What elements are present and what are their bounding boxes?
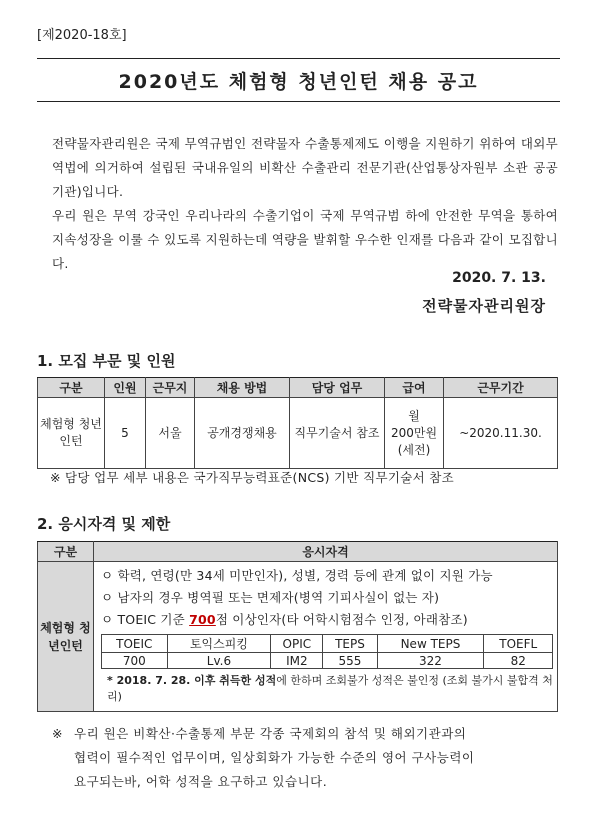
cell-category: 체험형 청년인턴 xyxy=(38,398,105,469)
test-name: 토익스피킹 xyxy=(167,635,271,653)
header-qualification: 응시자격 xyxy=(94,542,558,562)
score-test-row xyxy=(102,635,553,653)
header-method: 채용 방법 xyxy=(195,378,290,398)
test-score: 82 xyxy=(484,653,553,669)
header-period: 근무기간 xyxy=(444,378,558,398)
header-salary: 급여 xyxy=(385,378,444,398)
test-name: New TEPS xyxy=(377,635,484,653)
document-number: [제2020-18호] xyxy=(37,28,127,43)
closing-note xyxy=(52,722,562,794)
cell-method: 공개경쟁채용 xyxy=(195,398,290,469)
issuer-signature: 전략물자관리원장 xyxy=(422,297,546,315)
score-value-row xyxy=(102,653,553,669)
language-score-table xyxy=(101,634,553,669)
header-location: 근무지 xyxy=(146,378,195,398)
announcement-date: 2020. 7. 13. xyxy=(452,270,546,286)
closing-note-text: 우리 원은 비확산·수출통제 부문 각종 국제회의 참석 및 해외기관과의 xyxy=(74,726,467,741)
cell-salary xyxy=(385,398,444,469)
test-name: TOEIC xyxy=(102,635,168,653)
qualification-table xyxy=(37,541,558,712)
recruitment-table xyxy=(37,377,558,469)
cell-duty: 직무기술서 참조 xyxy=(290,398,385,469)
header-category: 구분 xyxy=(38,378,105,398)
qualification-header-row xyxy=(38,542,558,562)
criteria-text: ㅇ TOEIC 기준 xyxy=(101,612,190,627)
salary-line-3: (세전) xyxy=(397,442,431,457)
criteria-text: 점 이상인자(타 어학시험점수 인정, 아래참조) xyxy=(215,612,468,627)
header-duty: 담당 업무 xyxy=(290,378,385,398)
test-name: TOEFL xyxy=(484,635,553,653)
page-title: 2020년도 체험형 청년인턴 채용 공고 xyxy=(37,58,560,102)
criteria-item: ㅇ 남자의 경우 병역필 또는 면제자(병역 기피사실이 없는 자) xyxy=(101,590,440,605)
test-name: OPIC xyxy=(271,635,323,653)
toeic-min-score: 700 xyxy=(189,612,216,627)
qualification-body xyxy=(94,562,558,712)
intro-paragraph-2: 우리 원은 무역 강국인 우리나라의 수출기업이 국제 무역규범 하에 안전한 무역을 통하여 지속성장을 이룰 수 있도록 지원하는데 역량을 발휘할 우수한 인재를 다음과 같이 모집합니다. xyxy=(52,208,558,271)
note-mark: ※ xyxy=(52,726,63,741)
qualification-row xyxy=(38,562,558,712)
cell-period: ~2020.11.30. xyxy=(444,398,558,469)
test-name: TEPS xyxy=(323,635,377,653)
cell-count: 5 xyxy=(105,398,146,469)
closing-note-line-1 xyxy=(52,722,562,746)
header-category: 구분 xyxy=(38,542,94,562)
test-score: 322 xyxy=(377,653,484,669)
intro-paragraph-1: 전략물자관리원은 국제 무역규범인 전략물자 수출통제제도 이행을 지원하기 위하여 대외무역법에 의거하여 설립된 국내유일의 비확산 수출관리 전문기관(산업통상자원부 소관 공공기관)입니다. xyxy=(52,136,558,199)
test-score: Lv.6 xyxy=(167,653,271,669)
header-count: 인원 xyxy=(105,378,146,398)
table-header-row xyxy=(38,378,558,398)
score-footnote xyxy=(101,673,553,705)
section-heading-recruitment: 1. 모집 부문 및 인원 xyxy=(37,352,176,370)
footnote-bold: * 2018. 7. 28. 이후 취득한 성적 xyxy=(107,674,277,687)
section-heading-qualifications: 2. 응시자격 및 제한 xyxy=(37,515,171,533)
closing-note-line-3: 요구되는바, 어학 성적을 요구하고 있습니다. xyxy=(74,774,328,789)
test-score: IM2 xyxy=(271,653,323,669)
test-score: 700 xyxy=(102,653,168,669)
salary-line-1: 월 xyxy=(408,408,420,423)
closing-note-line-2: 협력이 필수적인 업무이며, 일상회화가 가능한 수준의 영어 구사능력이 xyxy=(74,750,475,765)
qualification-category: 체험형 청년인턴 xyxy=(38,562,94,712)
footnote-rest: 에 한하며 조회불가 성적은 불인정 (조회 불가시 불합격 처리) xyxy=(107,674,553,703)
criteria-item xyxy=(101,609,553,631)
table-row xyxy=(38,398,558,469)
cell-location: 서울 xyxy=(146,398,195,469)
duty-note: ※ 담당 업무 세부 내용은 국가직무능력표준(NCS) 기반 직무기술서 참조 xyxy=(50,470,454,485)
criteria-item: ㅇ 학력, 연령(만 34세 미만인자), 성별, 경력 등에 관계 없이 지원 가능 xyxy=(101,568,493,583)
test-score: 555 xyxy=(323,653,377,669)
salary-line-2: 200만원 xyxy=(390,425,438,440)
